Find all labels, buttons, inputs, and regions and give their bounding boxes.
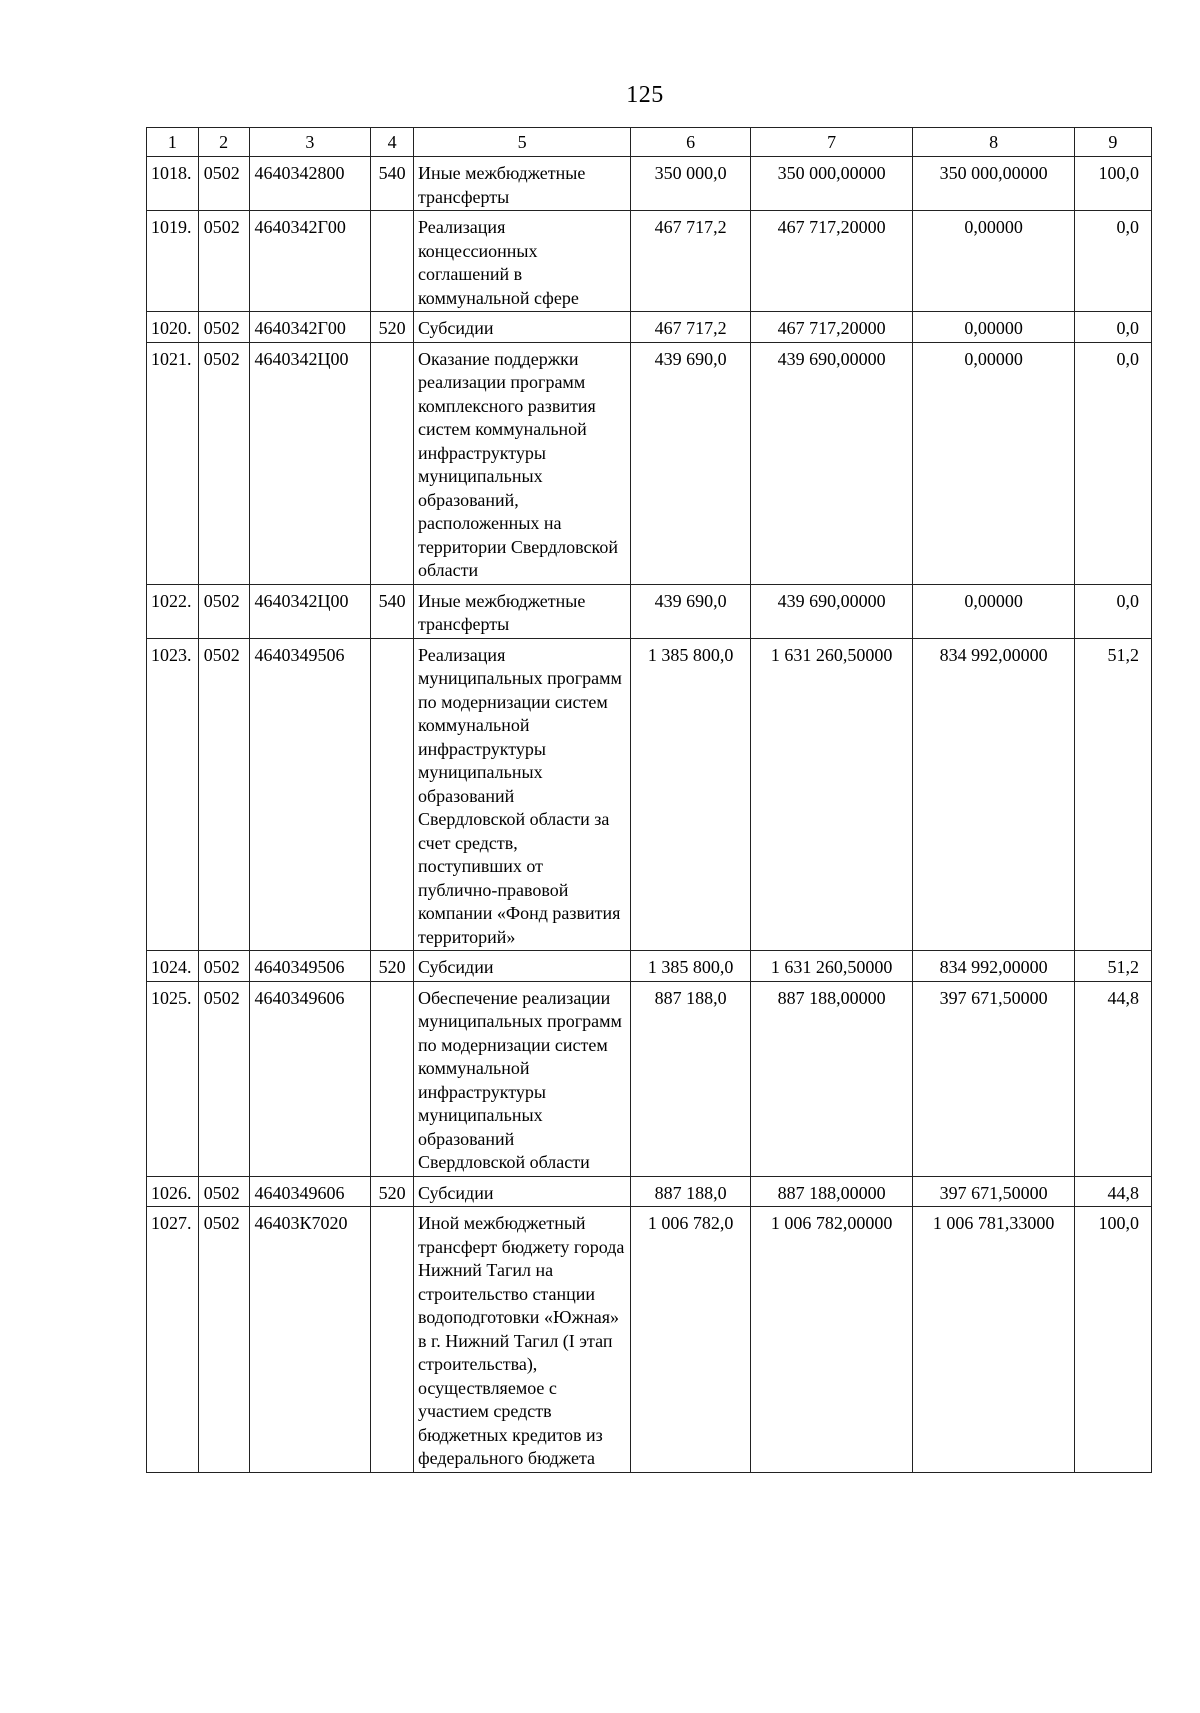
- percent-col9: 51,2: [1074, 638, 1151, 951]
- header-cell: 3: [249, 128, 371, 157]
- value-col6: 1 385 800,0: [631, 951, 751, 982]
- value-col7: 467 717,20000: [750, 312, 912, 343]
- section-code: 0502: [198, 312, 249, 343]
- value-col7: 887 188,00000: [750, 981, 912, 1176]
- section-code: 0502: [198, 1207, 249, 1473]
- percent-col9: 51,2: [1074, 951, 1151, 982]
- table-row: [147, 638, 1152, 951]
- row-number: 1020.: [147, 312, 199, 343]
- percent-col9: 0,0: [1074, 584, 1151, 638]
- expense-type-code: 540: [371, 157, 414, 211]
- target-article-code: 4640349506: [249, 638, 371, 951]
- value-col8: 0,00000: [913, 211, 1074, 312]
- target-article-code: 4640342Г00: [249, 312, 371, 343]
- expense-type-code: [371, 981, 414, 1176]
- section-code: 0502: [198, 584, 249, 638]
- value-col7: 887 188,00000: [750, 1176, 912, 1207]
- percent-col9: 0,0: [1074, 211, 1151, 312]
- row-number: 1025.: [147, 981, 199, 1176]
- value-col6: 467 717,2: [631, 312, 751, 343]
- percent-col9: 44,8: [1074, 1176, 1151, 1207]
- section-code: 0502: [198, 342, 249, 584]
- expense-type-code: [371, 638, 414, 951]
- item-name: Иной межбюджетный трансферт бюджету города Нижний Тагил на строительство станции водоподготовки «Южная» в г. Нижний Тагил (I этап строительства), осуществляемое с участием средств бюджетных кредитов из федерального бюджета: [413, 1207, 630, 1473]
- table-row: [147, 1176, 1152, 1207]
- percent-col9: 44,8: [1074, 981, 1151, 1176]
- value-col8: 1 006 781,33000: [913, 1207, 1074, 1473]
- header-cell: 8: [913, 128, 1074, 157]
- item-name: Реализация муниципальных программ по модернизации систем коммунальной инфраструктуры муниципальных образований Свердловской области за счет средств, поступивших от публично-правовой компании «Фонд развития территорий»: [413, 638, 630, 951]
- expense-type-code: [371, 342, 414, 584]
- header-cell: 5: [413, 128, 630, 157]
- item-name: Обеспечение реализации муниципальных программ по модернизации систем коммунальной инфраструктуры муниципальных образований Свердловской области: [413, 981, 630, 1176]
- item-name: Субсидии: [413, 312, 630, 343]
- section-code: 0502: [198, 157, 249, 211]
- row-number: 1024.: [147, 951, 199, 982]
- value-col7: 1 631 260,50000: [750, 638, 912, 951]
- value-col6: 1 385 800,0: [631, 638, 751, 951]
- header-cell: 9: [1074, 128, 1151, 157]
- target-article-code: 4640342Г00: [249, 211, 371, 312]
- header-cell: 6: [631, 128, 751, 157]
- header-cell: 2: [198, 128, 249, 157]
- item-name: Иные межбюджетные трансферты: [413, 157, 630, 211]
- value-col8: 0,00000: [913, 312, 1074, 343]
- value-col6: 467 717,2: [631, 211, 751, 312]
- expense-type-code: 540: [371, 584, 414, 638]
- section-code: 0502: [198, 981, 249, 1176]
- table-row: [147, 157, 1152, 211]
- target-article-code: 4640342Ц00: [249, 342, 371, 584]
- target-article-code: 4640349606: [249, 1176, 371, 1207]
- section-code: 0502: [198, 638, 249, 951]
- section-code: 0502: [198, 951, 249, 982]
- item-name: Иные межбюджетные трансферты: [413, 584, 630, 638]
- value-col8: 350 000,00000: [913, 157, 1074, 211]
- section-code: 0502: [198, 1176, 249, 1207]
- header-cell: 1: [147, 128, 199, 157]
- row-number: 1021.: [147, 342, 199, 584]
- value-col7: 350 000,00000: [750, 157, 912, 211]
- value-col8: 397 671,50000: [913, 981, 1074, 1176]
- value-col8: 0,00000: [913, 584, 1074, 638]
- row-number: 1022.: [147, 584, 199, 638]
- row-number: 1019.: [147, 211, 199, 312]
- value-col8: 0,00000: [913, 342, 1074, 584]
- value-col7: 1 631 260,50000: [750, 951, 912, 982]
- expense-type-code: 520: [371, 312, 414, 343]
- value-col6: 887 188,0: [631, 981, 751, 1176]
- target-article-code: 4640342Ц00: [249, 584, 371, 638]
- section-code: 0502: [198, 211, 249, 312]
- header-cell: 7: [750, 128, 912, 157]
- target-article-code: 4640349606: [249, 981, 371, 1176]
- value-col8: 397 671,50000: [913, 1176, 1074, 1207]
- value-col7: 439 690,00000: [750, 584, 912, 638]
- value-col8: 834 992,00000: [913, 951, 1074, 982]
- page-number: 125: [626, 82, 664, 108]
- value-col6: 1 006 782,0: [631, 1207, 751, 1473]
- value-col7: 439 690,00000: [750, 342, 912, 584]
- table-row: [147, 951, 1152, 982]
- value-col8: 834 992,00000: [913, 638, 1074, 951]
- expense-type-code: [371, 1207, 414, 1473]
- item-name: Реализация концессионных соглашений в коммунальной сфере: [413, 211, 630, 312]
- target-article-code: 4640349506: [249, 951, 371, 982]
- header-row: [147, 128, 1152, 157]
- table-row: [147, 1207, 1152, 1473]
- percent-col9: 100,0: [1074, 157, 1151, 211]
- target-article-code: 46403К7020: [249, 1207, 371, 1473]
- expense-type-code: 520: [371, 951, 414, 982]
- expense-type-code: 520: [371, 1176, 414, 1207]
- value-col6: 439 690,0: [631, 584, 751, 638]
- item-name: Субсидии: [413, 951, 630, 982]
- budget-table: [146, 127, 1152, 1473]
- expense-type-code: [371, 211, 414, 312]
- item-name: Субсидии: [413, 1176, 630, 1207]
- value-col7: 467 717,20000: [750, 211, 912, 312]
- value-col6: 350 000,0: [631, 157, 751, 211]
- row-number: 1027.: [147, 1207, 199, 1473]
- table-row: [147, 312, 1152, 343]
- table-row: [147, 981, 1152, 1176]
- value-col7: 1 006 782,00000: [750, 1207, 912, 1473]
- row-number: 1023.: [147, 638, 199, 951]
- percent-col9: 0,0: [1074, 312, 1151, 343]
- target-article-code: 4640342800: [249, 157, 371, 211]
- table-row: [147, 584, 1152, 638]
- table-row: [147, 211, 1152, 312]
- item-name: Оказание поддержки реализации программ комплексного развития систем коммунальной инфраструктуры муниципальных образований, расположенных на территории Свердловской области: [413, 342, 630, 584]
- row-number: 1026.: [147, 1176, 199, 1207]
- header-cell: 4: [371, 128, 414, 157]
- row-number: 1018.: [147, 157, 199, 211]
- value-col6: 887 188,0: [631, 1176, 751, 1207]
- percent-col9: 100,0: [1074, 1207, 1151, 1473]
- percent-col9: 0,0: [1074, 342, 1151, 584]
- value-col6: 439 690,0: [631, 342, 751, 584]
- table-row: [147, 342, 1152, 584]
